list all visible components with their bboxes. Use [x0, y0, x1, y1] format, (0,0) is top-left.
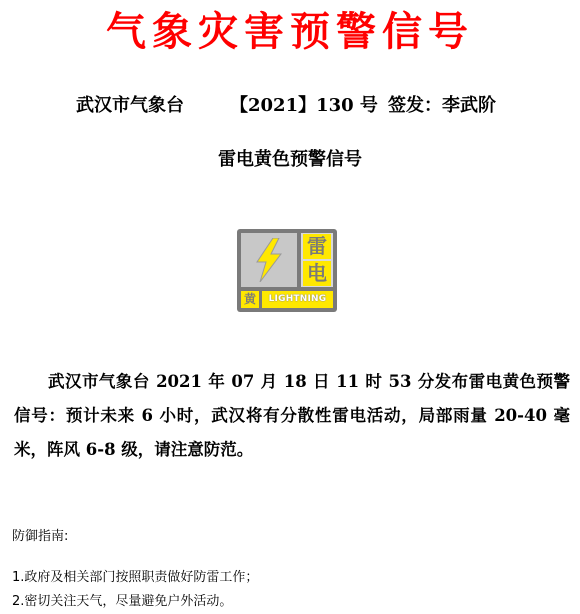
- document-number: 【2021】130 号: [230, 95, 378, 116]
- lightning-warning-signal-icon: [237, 229, 337, 312]
- signal-char-top: 雷: [303, 234, 331, 259]
- defense-guide-list: [12, 566, 258, 614]
- signal-icon-text-panel: [301, 233, 333, 287]
- list-item: 2.密切关注天气，尽量避免户外活动。: [12, 594, 233, 609]
- lightning-icon: [251, 238, 287, 282]
- issuer-name: 武汉市气象台: [76, 95, 184, 116]
- document-title: 气象灾害预警信号: [106, 8, 474, 55]
- signal-icon-panel: [241, 233, 297, 287]
- signal-level-char: 黄: [241, 291, 259, 308]
- signer: 签发：李武阶: [388, 95, 496, 116]
- defense-guide-heading: 防御指南:: [12, 529, 69, 544]
- list-item: 1.政府及相关部门按照职责做好防雷工作；: [12, 570, 259, 585]
- warning-body-paragraph: 武汉市气象台 2021 年 07 月 18 日 11 时 53 分发布雷电黄色预警信号：预计未来 6 小时，武汉将有分散性雷电活动，局部雨量 20-40 毫米，阵风 6-8 级，请注意防范。: [14, 372, 570, 459]
- signal-english-label: LIGHTNING: [262, 291, 333, 308]
- warning-subtitle: 雷电黄色预警信号: [218, 149, 362, 170]
- signal-char-bottom: 电: [303, 261, 331, 286]
